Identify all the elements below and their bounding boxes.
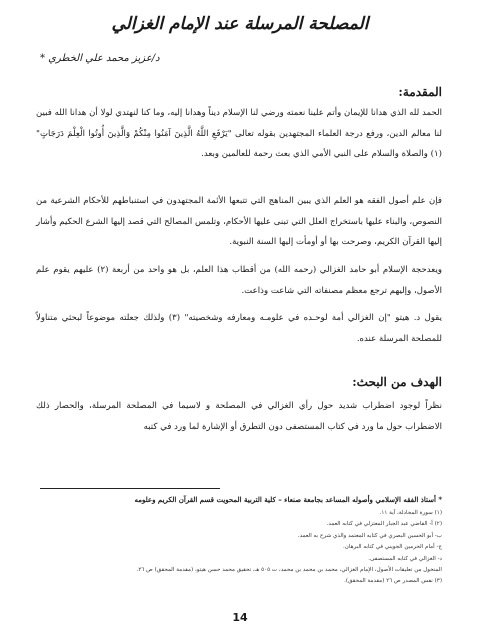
footnote-divider <box>40 488 220 489</box>
footnote-item: (١) سورة المجادلة، آية ١١. <box>379 510 442 516</box>
intro-heading: المقدمة: <box>398 85 442 99</box>
intro-paragraph: الحمد لله الذي هدانا للإيمان وأتم علينا نعمته ورضي لنا الإسلام ديناً وهدانا إليه، وما كنا لنهتدي لولا أن هدانا الله فبين لنا معالم الدين، ورفع درجة العلماء المجتهدين بقوله تعالى "يَرْفَعِ اللَّهُ الَّذِينَ آمَنُوا مِنْكُمْ وَالَّذِينَ أُوتُوا الْعِلْمَ دَرَجَاتٍ" (١) والصلاة والسلام على النبي الأمي الذي بعث رحمة للعالمين وبعد. <box>36 108 442 159</box>
footnote-item: ب- أبو الحسين البصري في كتابه المعتمد والذي شرح به العمد. <box>297 532 442 539</box>
hitou-paragraph: يقول د. هيتو "إن الغزالي أمة لوحـده في علومـه ومعارفه وشخصيته" (٣) ولذلك جعلته موضوعاً لبحثي متناولاً للمصلحة المرسلة عنده. <box>36 313 443 344</box>
page-title: المصلحة المرسلة عند الإمام الغزالي <box>111 14 369 34</box>
footnote-item: المنخول من تعليقات الأصول، الإمام الغزالي، محمد بن محمد بن محمد، ت ٥٠٥ هـ، تحقيق محمد حسن هيتو، (مقدمة المحقق) ص ٢٦. <box>136 567 442 574</box>
footnotes-list <box>40 508 442 588</box>
author-affiliation-footnote: * أستاذ الفقه الإسلامي وأصوله المساعد بجامعة صنعاء – كلية التربية المحويت قسم القرآن الكريم وعلومه <box>134 495 442 504</box>
goal-paragraph: نظراً لوجود اضطراب شديد حول رأي الغزالي في المصلحة و لاسيما في المصلحة المرسلة، والحصار ذلك الاضطراب حول ما ورد في كتاب المستصفى دون التطرق أو الإشارة لما ورد في كتبه <box>36 401 442 432</box>
footnote-item: ج- أمام الحرمين الجويني في كتابه البرهان. <box>343 544 442 551</box>
page-number: 14 <box>232 611 248 624</box>
footnote-item: (٢) أ- القاضي عبد الجبار المعتزلي في كتابه العمد. <box>326 521 442 528</box>
goal-heading: الهدف من البحث: <box>352 375 442 389</box>
footnote-item: (٣) نفس المصدر ص ٢٦ (مقدمة المحقق). <box>344 578 442 585</box>
footnote-item: د- الغزالي في كتابه المستصفى. <box>368 555 442 562</box>
author-line: د/عزيز محمد علي الخطري * <box>40 53 160 64</box>
usul-paragraph: فإن علم أصول الفقه هو العلم الذي يبين المناهج التي تتبعها الأئمة المجتهدون في استنباطهم للأحكام الشرعية من النصوص، والبناء عليها باستخراج العلل التي تبنى عليها الأحكام، وتلمس المصالح التي قصد إليها الشرع الحكيم وأشار إليها القرآن الكريم، وصرحت بها أو أومأت إليها السنة النبوية. <box>36 196 442 247</box>
ghazali-paragraph: ويعدحجة الإسلام أبو حامد الغزالي (رحمه الله) من أقطاب هذا العلم، بل هو واحد من أربعة (٢) عليهم يقوم علم الأصول، وإليهم ترجع معظم مصنفاته التي شاعت وذاعت. <box>36 265 442 296</box>
